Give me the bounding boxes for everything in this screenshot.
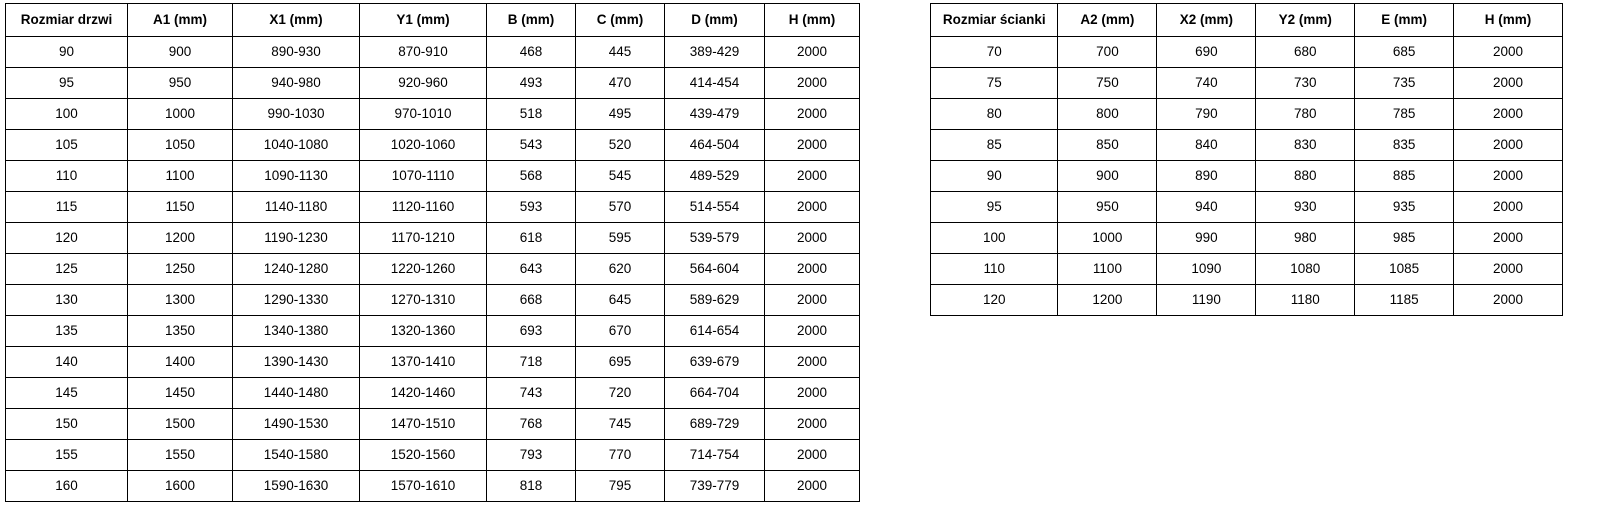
- door-cell: 1600: [128, 471, 233, 502]
- door-cell: 514-554: [665, 192, 765, 223]
- door-cell: 493: [487, 68, 576, 99]
- table-row: [931, 192, 1563, 223]
- door-cell: 940-980: [233, 68, 360, 99]
- door-cell: 1140-1180: [233, 192, 360, 223]
- wall-cell: 110: [931, 254, 1058, 285]
- wall-cell: 75: [931, 68, 1058, 99]
- wall-cell: 890: [1157, 161, 1256, 192]
- door-cell: 1400: [128, 347, 233, 378]
- door-cell: 568: [487, 161, 576, 192]
- wall-cell: 785: [1355, 99, 1454, 130]
- door-cell: 160: [6, 471, 128, 502]
- door-cell: 614-654: [665, 316, 765, 347]
- door-cell: 445: [576, 37, 665, 68]
- door-cell: 439-479: [665, 99, 765, 130]
- door-cell: 770: [576, 440, 665, 471]
- wall-cell: 690: [1157, 37, 1256, 68]
- door-cell: 1040-1080: [233, 130, 360, 161]
- door-cell: 1320-1360: [360, 316, 487, 347]
- door-cell: 1500: [128, 409, 233, 440]
- door-cell: 1370-1410: [360, 347, 487, 378]
- wall-cell: 1000: [1058, 223, 1157, 254]
- door-cell: 2000: [765, 409, 860, 440]
- wall-cell: 1100: [1058, 254, 1157, 285]
- table-row: [931, 254, 1563, 285]
- table-row: [6, 37, 860, 68]
- door-cell: 135: [6, 316, 128, 347]
- door-cell: 2000: [765, 130, 860, 161]
- wall-column-header: H (mm): [1454, 4, 1563, 37]
- wall-cell: 2000: [1454, 254, 1563, 285]
- door-cell: 570: [576, 192, 665, 223]
- door-cell: 1340-1380: [233, 316, 360, 347]
- table-row: [931, 130, 1563, 161]
- door-cell: 100: [6, 99, 128, 130]
- door-cell: 593: [487, 192, 576, 223]
- table-row: [6, 378, 860, 409]
- wall-cell: 2000: [1454, 285, 1563, 316]
- door-cell: 589-629: [665, 285, 765, 316]
- door-column-header: H (mm): [765, 4, 860, 37]
- table-row: [6, 130, 860, 161]
- door-cell: 2000: [765, 37, 860, 68]
- wall-cell: 940: [1157, 192, 1256, 223]
- wall-cell: 2000: [1454, 223, 1563, 254]
- wall-cell: 120: [931, 285, 1058, 316]
- door-cell: 2000: [765, 285, 860, 316]
- door-cell: 818: [487, 471, 576, 502]
- door-cell: 150: [6, 409, 128, 440]
- door-cell: 2000: [765, 440, 860, 471]
- door-cell: 90: [6, 37, 128, 68]
- table-row: [6, 347, 860, 378]
- door-cell: 1250: [128, 254, 233, 285]
- table-header-row: [6, 4, 860, 37]
- wall-cell: 790: [1157, 99, 1256, 130]
- table-row: [931, 37, 1563, 68]
- wall-column-header: E (mm): [1355, 4, 1454, 37]
- door-cell: 2000: [765, 223, 860, 254]
- door-size-table: [5, 3, 860, 502]
- wall-cell: 835: [1355, 130, 1454, 161]
- wall-cell: 735: [1355, 68, 1454, 99]
- door-cell: 1240-1280: [233, 254, 360, 285]
- door-cell: 520: [576, 130, 665, 161]
- door-cell: 1120-1160: [360, 192, 487, 223]
- table-row: [931, 99, 1563, 130]
- wall-cell: 980: [1256, 223, 1355, 254]
- door-cell: 1540-1580: [233, 440, 360, 471]
- wall-cell: 1200: [1058, 285, 1157, 316]
- door-cell: 468: [487, 37, 576, 68]
- door-cell: 689-729: [665, 409, 765, 440]
- wall-cell: 900: [1058, 161, 1157, 192]
- wall-cell: 95: [931, 192, 1058, 223]
- wall-cell: 85: [931, 130, 1058, 161]
- door-cell: 890-930: [233, 37, 360, 68]
- door-cell: 2000: [765, 68, 860, 99]
- door-cell: 720: [576, 378, 665, 409]
- door-cell: 470: [576, 68, 665, 99]
- door-cell: 714-754: [665, 440, 765, 471]
- door-column-header: C (mm): [576, 4, 665, 37]
- door-cell: 670: [576, 316, 665, 347]
- door-cell: 564-604: [665, 254, 765, 285]
- door-cell: 543: [487, 130, 576, 161]
- wall-cell: 685: [1355, 37, 1454, 68]
- wall-cell: 2000: [1454, 37, 1563, 68]
- door-cell: 545: [576, 161, 665, 192]
- table-row: [6, 316, 860, 347]
- door-cell: 1300: [128, 285, 233, 316]
- table-row: [6, 161, 860, 192]
- wall-cell: 680: [1256, 37, 1355, 68]
- door-cell: 2000: [765, 471, 860, 502]
- door-cell: 618: [487, 223, 576, 254]
- wall-cell: 780: [1256, 99, 1355, 130]
- wall-cell: 700: [1058, 37, 1157, 68]
- door-cell: 1170-1210: [360, 223, 487, 254]
- door-cell: 95: [6, 68, 128, 99]
- door-cell: 130: [6, 285, 128, 316]
- door-cell: 2000: [765, 378, 860, 409]
- wall-cell: 1190: [1157, 285, 1256, 316]
- wall-cell: 1080: [1256, 254, 1355, 285]
- door-cell: 2000: [765, 161, 860, 192]
- wall-cell: 1085: [1355, 254, 1454, 285]
- wall-cell: 2000: [1454, 130, 1563, 161]
- wall-cell: 950: [1058, 192, 1157, 223]
- door-cell: 645: [576, 285, 665, 316]
- door-column-header: B (mm): [487, 4, 576, 37]
- table-row: [6, 440, 860, 471]
- door-cell: 920-960: [360, 68, 487, 99]
- wall-cell: 100: [931, 223, 1058, 254]
- door-cell: 900: [128, 37, 233, 68]
- wall-cell: 850: [1058, 130, 1157, 161]
- wall-cell: 1180: [1256, 285, 1355, 316]
- door-cell: 1100: [128, 161, 233, 192]
- door-cell: 140: [6, 347, 128, 378]
- table-row: [6, 254, 860, 285]
- door-cell: 595: [576, 223, 665, 254]
- door-cell: 1490-1530: [233, 409, 360, 440]
- door-cell: 464-504: [665, 130, 765, 161]
- wall-cell: 840: [1157, 130, 1256, 161]
- door-cell: 1440-1480: [233, 378, 360, 409]
- wall-cell: 885: [1355, 161, 1454, 192]
- table-row: [931, 285, 1563, 316]
- door-cell: 743: [487, 378, 576, 409]
- door-cell: 1020-1060: [360, 130, 487, 161]
- wall-cell: 830: [1256, 130, 1355, 161]
- door-cell: 695: [576, 347, 665, 378]
- door-cell: 768: [487, 409, 576, 440]
- door-column-header: D (mm): [665, 4, 765, 37]
- wall-cell: 90: [931, 161, 1058, 192]
- door-cell: 1220-1260: [360, 254, 487, 285]
- table-row: [931, 223, 1563, 254]
- door-cell: 745: [576, 409, 665, 440]
- wall-cell: 800: [1058, 99, 1157, 130]
- door-cell: 1150: [128, 192, 233, 223]
- door-column-header: Y1 (mm): [360, 4, 487, 37]
- wall-column-header: Rozmiar ścianki: [931, 4, 1058, 37]
- door-cell: 115: [6, 192, 128, 223]
- door-cell: 1200: [128, 223, 233, 254]
- door-cell: 1420-1460: [360, 378, 487, 409]
- door-cell: 739-779: [665, 471, 765, 502]
- table-row: [6, 223, 860, 254]
- door-cell: 1050: [128, 130, 233, 161]
- door-cell: 495: [576, 99, 665, 130]
- door-column-header: X1 (mm): [233, 4, 360, 37]
- door-cell: 718: [487, 347, 576, 378]
- wall-cell: 740: [1157, 68, 1256, 99]
- door-cell: 639-679: [665, 347, 765, 378]
- door-cell: 120: [6, 223, 128, 254]
- table-row: [6, 68, 860, 99]
- door-cell: 1470-1510: [360, 409, 487, 440]
- door-cell: 1450: [128, 378, 233, 409]
- door-cell: 518: [487, 99, 576, 130]
- table-header-row: [931, 4, 1563, 37]
- door-cell: 2000: [765, 192, 860, 223]
- door-cell: 990-1030: [233, 99, 360, 130]
- door-cell: 1190-1230: [233, 223, 360, 254]
- table-row: [6, 471, 860, 502]
- table-row: [931, 161, 1563, 192]
- door-cell: 793: [487, 440, 576, 471]
- door-cell: 1270-1310: [360, 285, 487, 316]
- wall-cell: 935: [1355, 192, 1454, 223]
- wall-cell: 985: [1355, 223, 1454, 254]
- wall-panel-size-table: [930, 3, 1563, 316]
- table-row: [6, 192, 860, 223]
- door-cell: 1290-1330: [233, 285, 360, 316]
- door-cell: 105: [6, 130, 128, 161]
- wall-cell: 880: [1256, 161, 1355, 192]
- door-cell: 1590-1630: [233, 471, 360, 502]
- wall-cell: 730: [1256, 68, 1355, 99]
- wall-cell: 930: [1256, 192, 1355, 223]
- door-cell: 145: [6, 378, 128, 409]
- wall-cell: 70: [931, 37, 1058, 68]
- wall-cell: 2000: [1454, 68, 1563, 99]
- wall-cell: 1185: [1355, 285, 1454, 316]
- door-cell: 795: [576, 471, 665, 502]
- door-cell: 414-454: [665, 68, 765, 99]
- door-cell: 2000: [765, 347, 860, 378]
- table-row: [6, 285, 860, 316]
- door-cell: 539-579: [665, 223, 765, 254]
- door-cell: 1520-1560: [360, 440, 487, 471]
- table-row: [6, 409, 860, 440]
- door-cell: 1090-1130: [233, 161, 360, 192]
- wall-cell: 990: [1157, 223, 1256, 254]
- door-cell: 620: [576, 254, 665, 285]
- door-cell: 155: [6, 440, 128, 471]
- door-cell: 1390-1430: [233, 347, 360, 378]
- door-cell: 870-910: [360, 37, 487, 68]
- wall-cell: 2000: [1454, 99, 1563, 130]
- door-cell: 693: [487, 316, 576, 347]
- door-cell: 125: [6, 254, 128, 285]
- table-row: [6, 99, 860, 130]
- door-cell: 2000: [765, 316, 860, 347]
- door-cell: 668: [487, 285, 576, 316]
- door-cell: 1070-1110: [360, 161, 487, 192]
- wall-cell: 1090: [1157, 254, 1256, 285]
- door-column-header: A1 (mm): [128, 4, 233, 37]
- wall-cell: 750: [1058, 68, 1157, 99]
- wall-column-header: X2 (mm): [1157, 4, 1256, 37]
- door-cell: 1000: [128, 99, 233, 130]
- door-cell: 489-529: [665, 161, 765, 192]
- door-cell: 664-704: [665, 378, 765, 409]
- door-cell: 2000: [765, 99, 860, 130]
- door-cell: 2000: [765, 254, 860, 285]
- door-cell: 950: [128, 68, 233, 99]
- door-cell: 110: [6, 161, 128, 192]
- door-cell: 389-429: [665, 37, 765, 68]
- wall-column-header: Y2 (mm): [1256, 4, 1355, 37]
- door-column-header: Rozmiar drzwi: [6, 4, 128, 37]
- table-row: [931, 68, 1563, 99]
- wall-column-header: A2 (mm): [1058, 4, 1157, 37]
- wall-cell: 2000: [1454, 192, 1563, 223]
- door-cell: 1350: [128, 316, 233, 347]
- door-cell: 970-1010: [360, 99, 487, 130]
- wall-cell: 2000: [1454, 161, 1563, 192]
- door-cell: 1550: [128, 440, 233, 471]
- door-cell: 643: [487, 254, 576, 285]
- wall-cell: 80: [931, 99, 1058, 130]
- door-cell: 1570-1610: [360, 471, 487, 502]
